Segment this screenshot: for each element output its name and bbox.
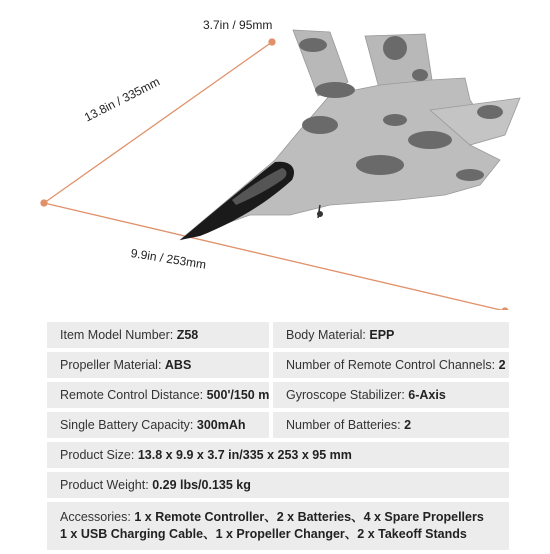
length-dimension-label: 13.8in / 335mm (82, 74, 163, 125)
spec-row (47, 412, 509, 438)
spec-remote-distance: Remote Control Distance: 500'/150 m (47, 382, 269, 408)
height-dimension-label: 9.9in / 253mm (129, 246, 208, 272)
spec-item-model: Item Model Number: Z58 (47, 322, 269, 348)
spec-propeller-material: Propeller Material: ABS (47, 352, 269, 378)
spec-row (47, 352, 509, 378)
spec-row (47, 502, 509, 550)
width-dimension-label: 3.7in / 95mm (203, 18, 273, 32)
spec-gyroscope: Gyroscope Stabilizer: 6-Axis (273, 382, 509, 408)
spec-body-material: Body Material: EPP (273, 322, 509, 348)
spec-row (47, 382, 509, 408)
spec-accessories: Accessories: 1 x Remote Controller、2 x Batteries、4 x Spare Propellers 1 x USB Charging Cable、1 x Propeller Changer、2 x Takeoff Stands (47, 502, 509, 550)
spec-num-batteries: Number of Batteries: 2 (273, 412, 509, 438)
spec-table (47, 322, 509, 554)
spec-product-weight: Product Weight: 0.29 lbs/0.135 kg (47, 472, 509, 498)
spec-battery-capacity: Single Battery Capacity: 300mAh (47, 412, 269, 438)
spec-product-size: Product Size: 13.8 x 9.9 x 3.7 in/335 x 253 x 95 mm (47, 442, 509, 468)
spec-row (47, 442, 509, 468)
rc-jet-plane (180, 30, 520, 240)
spec-remote-channels: Number of Remote Control Channels: 2 (273, 352, 509, 378)
spec-row (47, 322, 509, 348)
spec-row (47, 472, 509, 498)
